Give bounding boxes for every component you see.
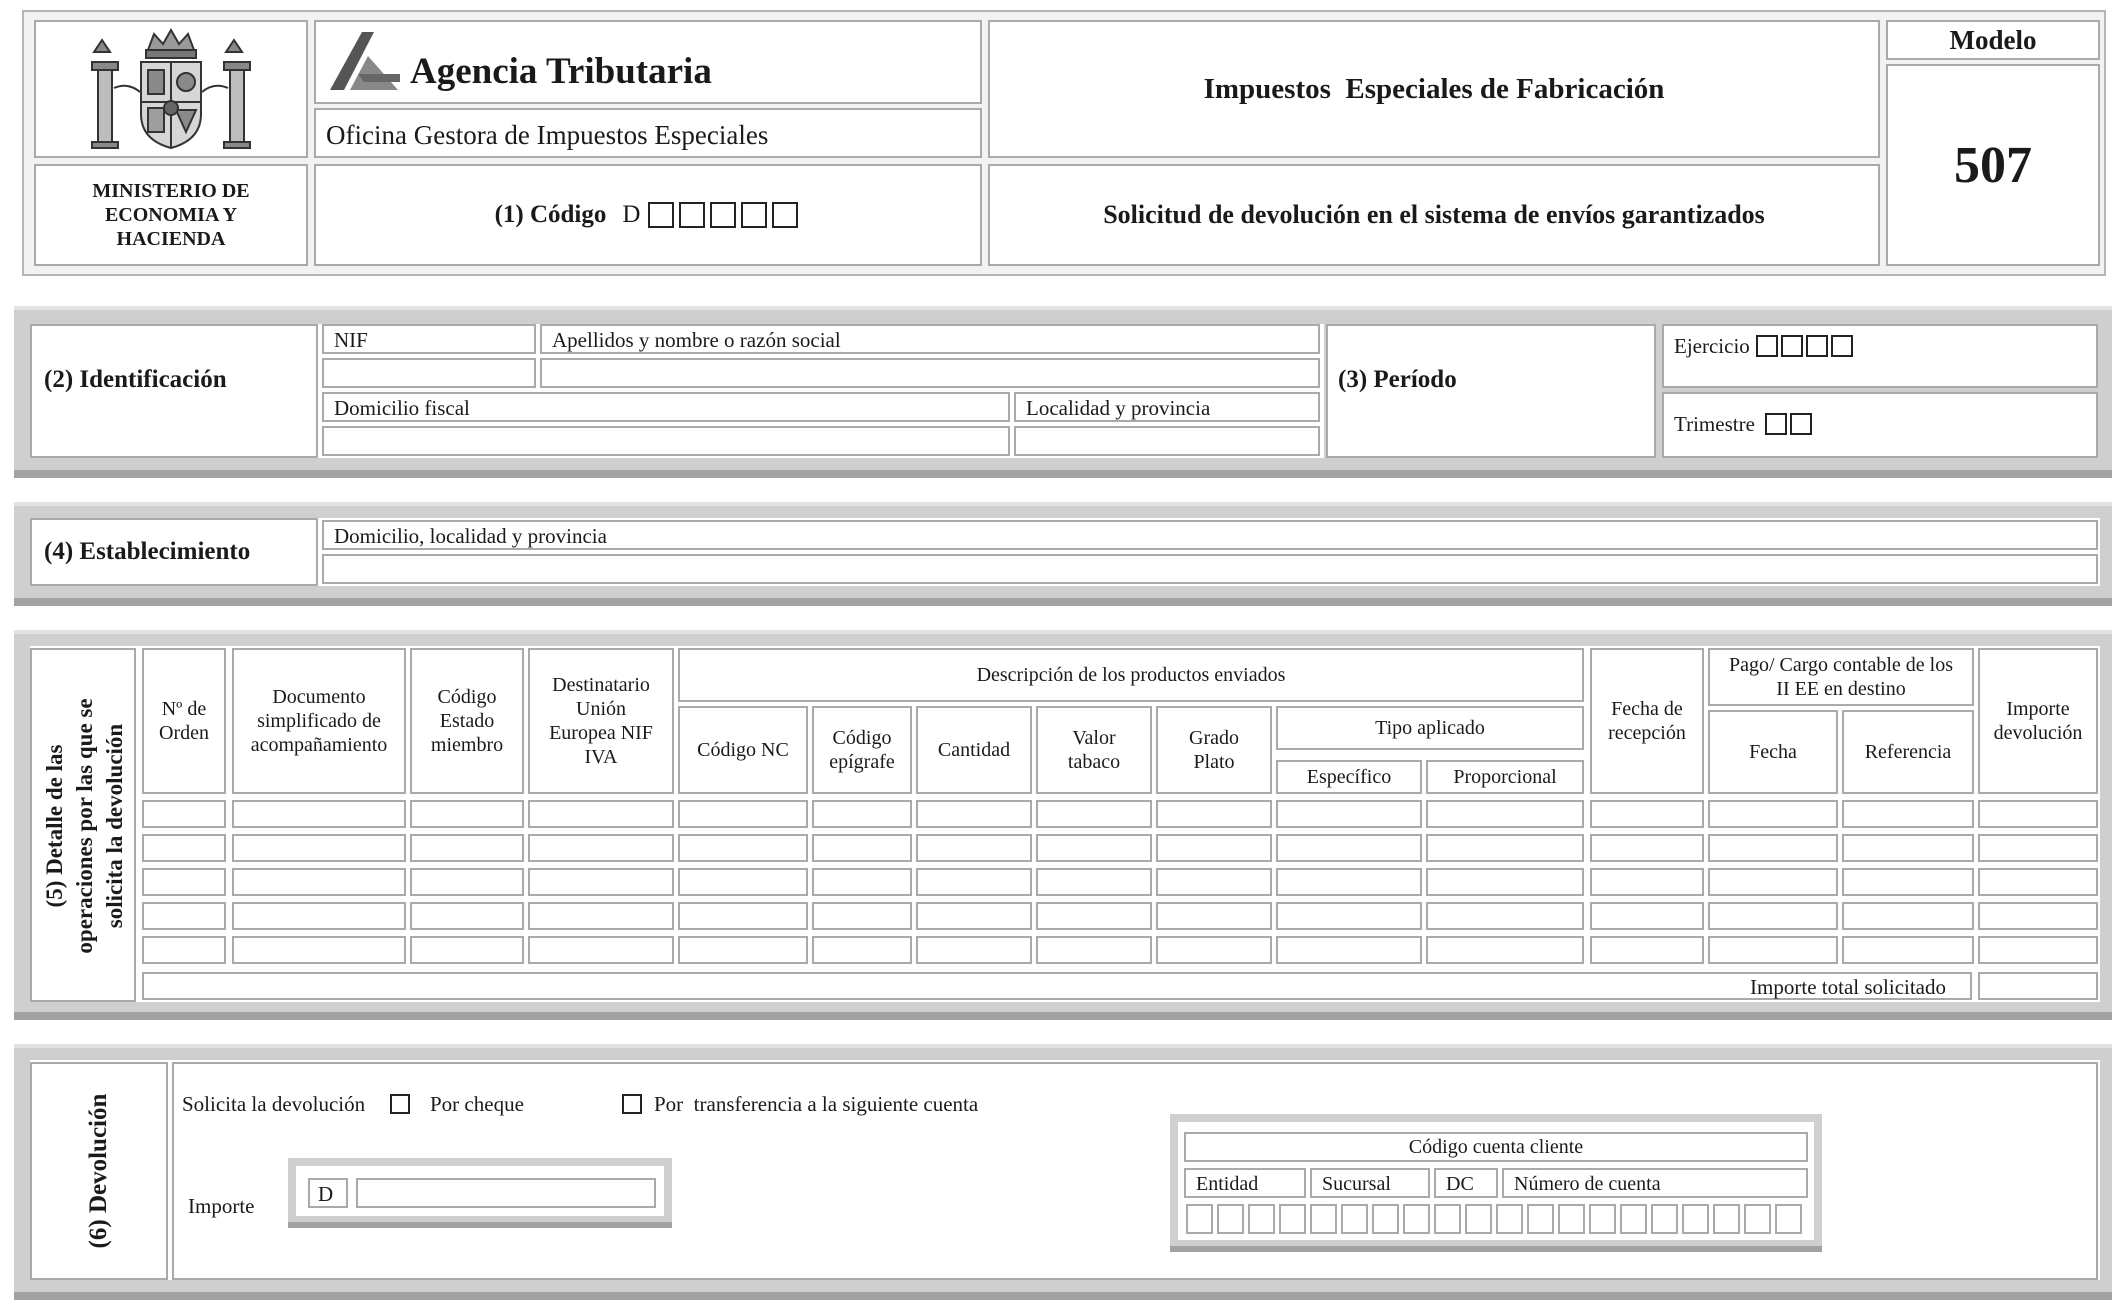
total-input[interactable] [1978,972,2098,1000]
account-digit-box[interactable] [1434,1204,1461,1234]
operation-row-2-cell-6[interactable] [812,834,912,862]
quarter-label: Trimestre [1674,412,1755,436]
model-number: 507 [1954,136,2032,194]
nif-input[interactable] [322,358,536,388]
name-input[interactable] [540,358,1320,388]
operation-row-4-cell-3[interactable] [410,902,524,930]
operation-row-3-cell-10[interactable] [1276,868,1422,896]
col-reception: Fecha de recepción [1590,648,1704,794]
code-label: (1) Código [494,201,607,228]
name-label: Apellidos y nombre o razón social [552,328,841,352]
branch-label-box [1310,1168,1430,1198]
operation-row-2-cell-4[interactable] [528,834,674,862]
operation-row-1-cell-13[interactable] [1708,800,1838,828]
account-digit-box[interactable] [1310,1204,1337,1234]
operation-row-5-cell-5[interactable] [678,936,808,964]
col-plato: Grado Plato [1156,706,1272,794]
col-order: Nº de Orden [142,648,226,794]
code-input-boxes[interactable] [648,202,801,228]
operation-row-4-cell-2[interactable] [232,902,406,930]
operation-row-3-cell-12[interactable] [1590,868,1704,896]
operation-row-5-cell-15[interactable] [1978,936,2098,964]
operation-row-5-cell-6[interactable] [812,936,912,964]
col-state: Código Estado miembro [410,648,524,794]
account-number-label: Número de cuenta [1514,1173,1661,1195]
code-digit-box[interactable] [741,202,767,228]
operation-row-4-cell-4[interactable] [528,902,674,930]
operation-row-3-cell-11[interactable] [1426,868,1584,896]
operation-row-2-cell-11[interactable] [1426,834,1584,862]
quarter-input-boxes[interactable] [1765,413,1815,435]
operation-row-1-cell-6[interactable] [812,800,912,828]
operation-row-3-cell-4[interactable] [528,868,674,896]
locality-label-box [1014,392,1320,422]
code-digit-box[interactable] [648,202,674,228]
code-prefix: D [622,201,641,228]
operation-row-4-cell-12[interactable] [1590,902,1704,930]
transfer-label: Por transferencia a la siguiente cuenta [654,1092,979,1116]
account-digit-box[interactable] [1558,1204,1585,1234]
col-tobacco: Valor tabaco [1036,706,1152,794]
account-digit-box[interactable] [1682,1204,1709,1234]
operation-row-4-cell-8[interactable] [1036,902,1152,930]
agency-name: Agencia Tributaria [410,51,712,92]
quarter-row [1674,412,1815,436]
operation-row-4-cell-15[interactable] [1978,902,2098,930]
year-row [1674,334,1856,358]
establishment-label-box [322,520,2098,550]
operation-row-4-cell-5[interactable] [678,902,808,930]
address-label: Domicilio fiscal [334,396,470,420]
operation-row-5-cell-14[interactable] [1842,936,1974,964]
operation-row-4-cell-9[interactable] [1156,902,1272,930]
operation-row-3-cell-9[interactable] [1156,868,1272,896]
locality-label: Localidad y provincia [1026,396,1211,420]
nif-label-box [322,324,536,354]
branch-label: Sucursal [1322,1173,1391,1195]
operation-row-2-cell-14[interactable] [1842,834,1974,862]
operation-row-1-cell-2[interactable] [232,800,406,828]
account-title-box [1184,1132,1808,1162]
operation-row-5-cell-4[interactable] [528,936,674,964]
operation-row-3-cell-14[interactable] [1842,868,1974,896]
operation-row-2-cell-13[interactable] [1708,834,1838,862]
total-label-box [142,972,1972,1000]
amount-input[interactable] [356,1178,656,1208]
transfer-checkbox[interactable] [622,1094,642,1114]
year-box [1662,324,2098,388]
operation-row-2-cell-9[interactable] [1156,834,1272,862]
account-digit-box[interactable] [1186,1204,1213,1234]
year-digit-box[interactable] [1831,335,1853,357]
operation-row-2-cell-8[interactable] [1036,834,1152,862]
operation-row-5-cell-10[interactable] [1276,936,1422,964]
account-digit-box[interactable] [1279,1204,1306,1234]
operation-row-2-cell-5[interactable] [678,834,808,862]
operation-row-5-cell-13[interactable] [1708,936,1838,964]
operation-row-3-cell-7[interactable] [916,868,1032,896]
operation-row-2-cell-2[interactable] [232,834,406,862]
account-digit-box[interactable] [1713,1204,1740,1234]
year-digit-box[interactable] [1781,335,1803,357]
operation-row-1-cell-5[interactable] [678,800,808,828]
agency-logo-icon [324,26,404,96]
operation-row-5-cell-11[interactable] [1426,936,1584,964]
amount-label: Importe [188,1194,255,1218]
col-rate: Tipo aplicado [1276,706,1584,750]
col-epigraph: Código epígrafe [812,706,912,794]
account-digit-box[interactable] [1589,1204,1616,1234]
refund-request-label: Solicita la devolución [182,1092,366,1116]
account-digit-box[interactable] [1341,1204,1368,1234]
operation-row-3-cell-5[interactable] [678,868,808,896]
coat-of-arms-box [34,20,308,158]
code-box [314,164,982,266]
title-box [988,20,1880,158]
operation-row-1-cell-11[interactable] [1426,800,1584,828]
operation-row-4-cell-11[interactable] [1426,902,1584,930]
account-digit-box[interactable] [1248,1204,1275,1234]
col-quantity: Cantidad [916,706,1032,794]
operation-row-2-cell-12[interactable] [1590,834,1704,862]
ministry-name: MINISTERIO DE ECONOMIA Y HACIENDA [92,180,250,250]
operation-row-3-cell-8[interactable] [1036,868,1152,896]
operation-row-1-cell-10[interactable] [1276,800,1422,828]
locality-input[interactable] [1014,426,1320,456]
operation-row-4-cell-14[interactable] [1842,902,1974,930]
operation-row-1-cell-14[interactable] [1842,800,1974,828]
dc-label-box [1434,1168,1498,1198]
code-digit-box[interactable] [772,202,798,228]
account-digit-box[interactable] [1496,1204,1523,1234]
operation-row-5-cell-1[interactable] [142,936,226,964]
subtitle-box [988,164,1880,266]
operation-row-4-cell-1[interactable] [142,902,226,930]
dc-label: DC [1446,1173,1474,1195]
operation-row-2-cell-7[interactable] [916,834,1032,862]
operation-row-4-cell-7[interactable] [916,902,1032,930]
amount-prefix-box [308,1178,348,1208]
quarter-digit-box[interactable] [1790,413,1812,435]
operation-row-4-cell-6[interactable] [812,902,912,930]
operation-row-4-cell-13[interactable] [1708,902,1838,930]
operations-title-line-2: operaciones por las que se [72,698,97,954]
code-digit-box[interactable] [679,202,705,228]
operation-row-1-cell-12[interactable] [1590,800,1704,828]
operation-row-1-cell-9[interactable] [1156,800,1272,828]
operation-row-1-cell-1[interactable] [142,800,226,828]
operation-row-5-cell-12[interactable] [1590,936,1704,964]
col-nc: Código NC [678,706,808,794]
col-payment: Pago/ Cargo contable de los II EE en destino [1708,648,1974,706]
operation-row-4-cell-10[interactable] [1276,902,1422,930]
operation-row-2-cell-3[interactable] [410,834,524,862]
model-number-box [1886,64,2100,266]
operations-title-line-1: (5) Detalle de las [42,744,67,908]
year-digit-box[interactable] [1806,335,1828,357]
amount-prefix: D [318,1182,334,1206]
name-label-box [540,324,1320,354]
operation-row-5-cell-9[interactable] [1156,936,1272,964]
operation-row-2-cell-15[interactable] [1978,834,2098,862]
operation-row-2-cell-10[interactable] [1276,834,1422,862]
year-digit-box[interactable] [1756,335,1778,357]
ministry-box [34,164,308,266]
refund-title: (6) Devolución [85,1093,112,1249]
col-reference: Referencia [1842,710,1974,794]
account-digit-box[interactable] [1527,1204,1554,1234]
operation-row-3-cell-2[interactable] [232,868,406,896]
col-proportional: Proporcional [1426,760,1584,794]
account-digit-box[interactable] [1651,1204,1678,1234]
identification-title: (2) Identificación [44,366,227,393]
agency-box [314,20,982,104]
account-digit-box[interactable] [1744,1204,1771,1234]
operation-row-1-cell-4[interactable] [528,800,674,828]
col-products: Descripción de los productos enviados [678,648,1584,702]
coat-of-arms-icon [36,22,306,156]
operation-row-3-cell-13[interactable] [1708,868,1838,896]
cheque-label: Por cheque [430,1092,524,1116]
account-digit-box[interactable] [1403,1204,1430,1234]
period-title: (3) Período [1338,366,1457,393]
operation-row-3-cell-15[interactable] [1978,868,2098,896]
operation-row-2-cell-1[interactable] [142,834,226,862]
establishment-input[interactable] [322,554,2098,584]
operation-row-5-cell-8[interactable] [1036,936,1152,964]
form-title: Impuestos Especiales de Fabricación [1203,72,1665,105]
operation-row-3-cell-6[interactable] [812,868,912,896]
operation-row-3-cell-1[interactable] [142,868,226,896]
code-digit-box[interactable] [710,202,736,228]
office-box [314,108,982,158]
account-digit-box[interactable] [1775,1204,1802,1234]
address-label-box [322,392,1010,422]
model-label: Modelo [1949,24,2037,55]
entity-label: Entidad [1196,1173,1259,1195]
account-number-label-box [1502,1168,1808,1198]
account-digit-box[interactable] [1620,1204,1647,1234]
operation-row-5-cell-2[interactable] [232,936,406,964]
model-label-box [1886,20,2100,60]
office-name: Oficina Gestora de Impuestos Especiales [326,120,769,150]
form-subtitle: Solicitud de devolución en el sistema de envíos garantizados [1103,200,1765,229]
period-title-box [1326,324,1656,458]
col-specific: Específico [1276,760,1422,794]
year-label: Ejercicio [1674,334,1750,358]
operation-row-1-cell-7[interactable] [916,800,1032,828]
establishment-title-box [30,518,318,586]
address-input[interactable] [322,426,1010,456]
col-date: Fecha [1708,710,1838,794]
establishment-label: Domicilio, localidad y provincia [334,524,607,548]
entity-label-box [1184,1168,1306,1198]
col-document: Documento simplificado de acompañamiento [232,648,406,794]
quarter-box [1662,392,2098,458]
account-digit-box[interactable] [1372,1204,1399,1234]
identification-title-box [30,324,318,458]
account-digit-box[interactable] [1217,1204,1244,1234]
operation-row-5-cell-7[interactable] [916,936,1032,964]
operations-title [40,651,136,1001]
operation-row-3-cell-3[interactable] [410,868,524,896]
account-digit-box[interactable] [1465,1204,1492,1234]
operation-row-1-cell-15[interactable] [1978,800,2098,828]
year-input-boxes[interactable] [1756,335,1856,357]
col-refund: Importe devolución [1978,648,2098,794]
operation-row-1-cell-8[interactable] [1036,800,1152,828]
operation-row-1-cell-3[interactable] [410,800,524,828]
operation-row-5-cell-3[interactable] [410,936,524,964]
total-label: Importe total solicitado [1750,975,1946,999]
col-recipient: Destinatario Unión Europea NIF IVA [528,648,674,794]
account-title: Código cuenta cliente [1408,1135,1584,1158]
cheque-checkbox[interactable] [390,1094,410,1114]
nif-label: NIF [334,328,368,352]
operations-title-line-3: solicita la devolución [102,723,127,929]
establishment-title: (4) Establecimiento [44,538,251,565]
quarter-digit-box[interactable] [1765,413,1787,435]
